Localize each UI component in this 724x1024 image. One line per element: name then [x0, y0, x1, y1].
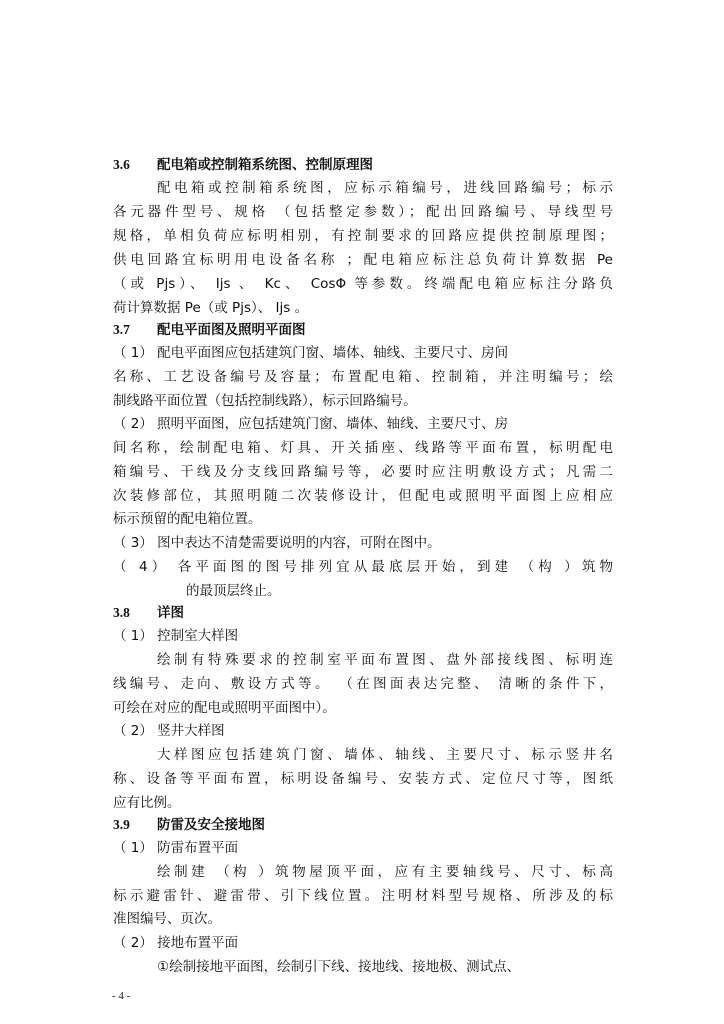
section-title: 防雷及安全接地图 [157, 817, 265, 833]
page-number: - 4 - [112, 990, 131, 1002]
section-heading-3-6 [113, 155, 613, 175]
paragraph-line: 规格，单相负荷应标明相别，有控制要求的回路应提供控制原理图； [113, 228, 613, 244]
paragraph-line: 供电回路宜标明用电设备名称 ；配电箱应标注总负荷计算数据 Pe [113, 252, 613, 268]
paragraph-line: 准图编号、页次。 [113, 911, 221, 927]
paragraph-line: 次装修部位，其照明随二次装修设计，但配电或照明平面图上应相应 [113, 488, 613, 504]
paragraph-line: 大样图应包括建筑门窗、墙体、轴线、主要尺寸、标示竖井名 [157, 747, 613, 763]
paragraph-line: 称、设备等平面布置，标明设备编号、安装方式、定位尺寸等，图纸 [113, 771, 613, 787]
paragraph-line: （ 3） 图中表达不清楚需要说明的内容，可附在图中。 [113, 535, 441, 551]
section-title: 配电箱或控制箱系统图、控制原理图 [157, 157, 373, 173]
paragraph-line: （或 Pjs）、 Ijs 、 Kc、 CosΦ 等参数。终端配电箱应标注分路负 [113, 276, 613, 292]
section-number: 3.7 [113, 322, 130, 337]
section-title: 配电平面图及照明平面图 [157, 322, 306, 338]
paragraph-line: 标示预留的配电箱位置。 [113, 511, 262, 527]
paragraph-line: 标示避雷针、避雷带、引下线位置。注明材料型号规格、所涉及的标 [113, 888, 613, 904]
section-heading-3-7 [113, 320, 613, 340]
section-number: 3.6 [113, 157, 130, 172]
paragraph-line: 应有比例。 [113, 795, 181, 811]
paragraph-line: 配电箱或控制箱系统图，应标示箱编号，进线回路编号；标示 [157, 180, 613, 196]
paragraph-line: 绘制有特殊要求的控制室平面布置图、盘外部接线图、标明连 [157, 652, 613, 668]
section-title: 详图 [157, 605, 184, 621]
paragraph-line: 制线路平面位置（包括控制线路），标示回路编号。 [113, 393, 417, 409]
paragraph-line: 绘制建 （构 ）筑物屋顶平面，应有主要轴线号、尺寸、标高 [157, 864, 613, 880]
paragraph-line: （ 1） 控制室大样图 [113, 628, 239, 644]
paragraph-line: （ 1） 配电平面图应包括建筑门窗、墙体、轴线、主要尺寸、房间 [113, 345, 509, 361]
paragraph-line: （ 4） 各平面图的图号排列宜从最底层开始，到建 （构 ）筑物 [113, 559, 613, 575]
section-number: 3.9 [113, 817, 130, 832]
section-number: 3.8 [113, 605, 130, 620]
paragraph-line: （ 2） 照明平面图，应包括建筑门窗、墙体、轴线、主要尺寸、房 [113, 416, 509, 432]
paragraph-line: （ 1） 防雷布置平面 [113, 840, 239, 856]
paragraph-line: （ 2） 接地布置平面 [113, 935, 239, 951]
section-heading-3-9 [113, 815, 613, 835]
section-heading-3-8 [113, 603, 613, 623]
paragraph-line: （ 2） 竖井大样图 [113, 723, 225, 739]
paragraph-line: 间名称，绘制配电箱、灯具、开关插座、线路等平面布置，标明配电 [113, 440, 613, 456]
paragraph-line: 可绘在对应的配电或照明平面图中）。 [113, 700, 336, 716]
paragraph-line: 荷计算数据 Pe（或 Pjs）、 Ijs 。 [113, 300, 309, 316]
paragraph-line: ①绘制接地平面图，绘制引下线、接地线、接地极、测试点、 [157, 959, 521, 975]
paragraph-line: 的最顶层终止。 [186, 583, 281, 599]
paragraph-line: 箱编号、干线及分支线回路编号等，必要时应注明敷设方式；凡需二 [113, 464, 613, 480]
paragraph-line: 名称、工艺设备编号及容量；布置配电箱、控制箱，并注明编号；绘 [113, 369, 613, 385]
paragraph-line: 各元器件型号、规格 （包括整定参数）；配出回路编号、导线型号 [113, 204, 613, 220]
paragraph-line: 线编号、走向、敷设方式等。 （在图面表达完整、 清晰的条件下， [113, 676, 613, 692]
